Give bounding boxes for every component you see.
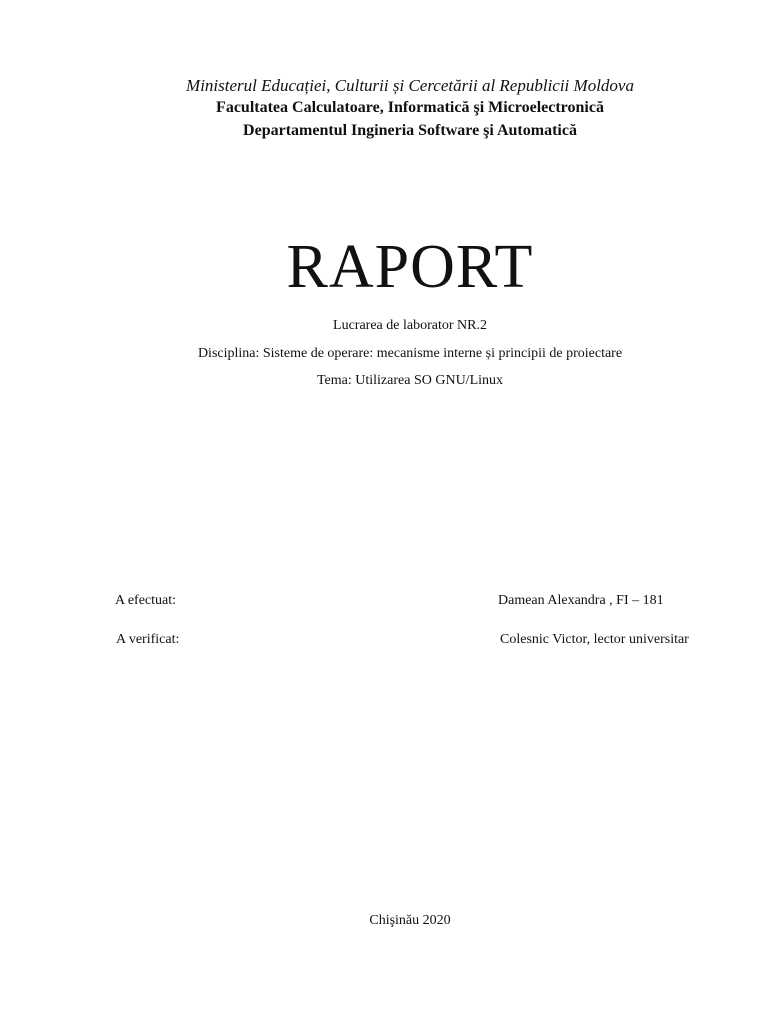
lab-number: Lucrarea de laborator NR.2	[333, 318, 487, 333]
place-year: Chişinău 2020	[369, 913, 451, 928]
department-name: Departamentul Ingineria Software şi Automatică	[243, 122, 577, 139]
performed-by-label: A efectuat:	[115, 593, 177, 608]
ministry-name: Ministerul Educației, Culturii și Cercetării al Republicii Moldova	[186, 76, 634, 95]
performed-by-value: Damean Alexandra , FI – 181	[498, 593, 664, 608]
checked-by-label: A verificat:	[116, 632, 180, 647]
faculty-name: Facultatea Calculatoare, Informatică şi Microelectronică	[216, 99, 604, 116]
checked-by-value: Colesnic Victor, lector universitar	[500, 632, 689, 647]
discipline-line: Disciplina: Sisteme de operare: mecanisme interne și principii de proiectare	[197, 346, 623, 361]
theme-line: Tema: Utilizarea SO GNU/Linux	[316, 373, 504, 388]
document-title: RAPORT	[286, 233, 534, 301]
